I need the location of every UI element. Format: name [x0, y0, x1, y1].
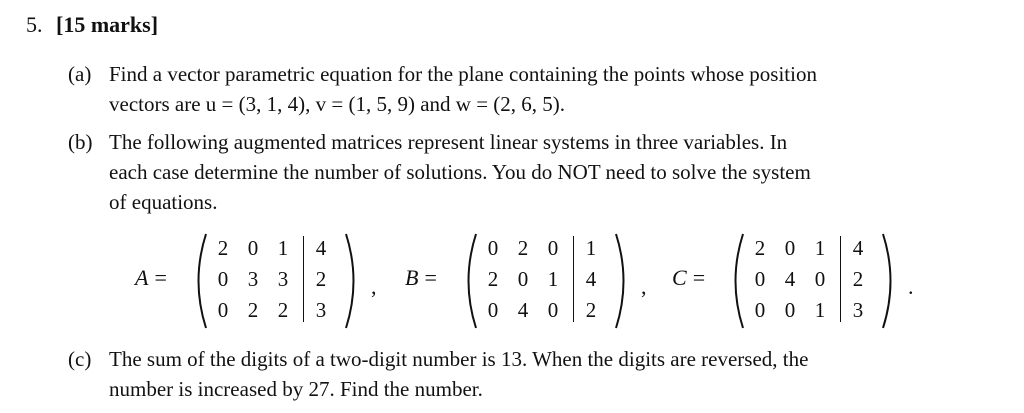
vector-w: w = (2, 6, 5).	[455, 92, 566, 116]
matrix-entry: 0	[517, 267, 529, 291]
matrix-name: C	[672, 265, 687, 290]
part-c	[68, 344, 968, 404]
matrix-entry: 2	[852, 267, 864, 291]
matrix-b-label	[405, 265, 437, 291]
matrix-entry: 2	[247, 298, 259, 322]
part-a-and: and	[414, 92, 456, 116]
part-c-label: (c)	[68, 347, 92, 371]
matrix-entry: 0	[217, 298, 229, 322]
matrix-entry: 2	[585, 298, 597, 322]
matrix-entry: 2	[217, 236, 229, 260]
equals-sign: =	[154, 265, 167, 290]
matrix-entry: 0	[784, 236, 796, 260]
matrix-entry: 0	[487, 236, 499, 260]
matrix-entry: 3	[247, 267, 259, 291]
matrix-entry: 4	[852, 236, 864, 260]
matrix-entry: 0	[547, 236, 559, 260]
right-paren-icon	[611, 232, 633, 330]
matrix-entry: 0	[814, 267, 826, 291]
part-a-line-2	[109, 89, 968, 119]
left-paren-icon	[189, 232, 211, 330]
part-b-line-2: each case determine the number of solutions. You do NOT need to solve the system	[109, 160, 811, 184]
augment-divider	[573, 236, 574, 322]
matrix-entry: 3	[315, 298, 327, 322]
matrix-entry: 1	[547, 267, 559, 291]
matrix-punctuation: .	[908, 274, 914, 299]
matrix-punctuation: ,	[641, 274, 647, 299]
matrix-entry: 4	[315, 236, 327, 260]
matrix-entry: 0	[217, 267, 229, 291]
right-paren-icon	[878, 232, 900, 330]
vector-v: v = (1, 5, 9)	[315, 92, 415, 116]
matrix-entry: 3	[852, 298, 864, 322]
matrix-entry: 2	[754, 236, 766, 260]
part-c-line-2: number is increased by 27. Find the number.	[109, 377, 483, 401]
matrix-entry: 4	[517, 298, 529, 322]
matrix-entry: 3	[277, 267, 289, 291]
part-c-line-1: The sum of the digits of a two-digit number is 13. When the digits are reversed, the	[109, 347, 809, 371]
part-b-label: (b)	[68, 130, 93, 154]
matrix-entry: 0	[547, 298, 559, 322]
equals-sign: =	[692, 265, 706, 290]
matrix-punctuation: ,	[371, 274, 377, 299]
part-b-line-1: The following augmented matrices represent linear systems in three variables. In	[109, 130, 788, 154]
matrix-entry: 4	[585, 267, 597, 291]
left-paren-icon	[459, 232, 481, 330]
matrix-entry: 0	[784, 298, 796, 322]
matrix-c-label	[672, 265, 705, 291]
matrix-entry: 2	[315, 267, 327, 291]
matrix-entry: 1	[814, 298, 826, 322]
matrix-entry: 1	[814, 236, 826, 260]
part-a-label: (a)	[68, 62, 92, 86]
question-marks: [15 marks]	[56, 12, 159, 37]
vector-u: u = (3, 1, 4),	[205, 92, 316, 116]
matrix-entry: 1	[277, 236, 289, 260]
part-a	[68, 59, 968, 119]
matrix-entry: 0	[247, 236, 259, 260]
right-paren-icon	[341, 232, 363, 330]
matrix-name: A	[135, 265, 149, 290]
matrix-entry: 4	[784, 267, 796, 291]
part-a-text	[109, 59, 968, 119]
left-paren-icon	[726, 232, 748, 330]
part-c-text	[109, 344, 968, 404]
matrix-entry: 2	[277, 298, 289, 322]
matrix-entry: 2	[487, 267, 499, 291]
part-b-text	[109, 127, 968, 217]
part-a-prefix: vectors are	[109, 92, 206, 116]
matrix-entry: 0	[754, 267, 766, 291]
part-b-line-3: of equations.	[109, 190, 218, 214]
matrix-entry: 2	[517, 236, 529, 260]
part-a-line-1: Find a vector parametric equation for the plane containing the points whose position	[109, 62, 817, 86]
augment-divider	[303, 236, 304, 322]
matrix-entry: 0	[487, 298, 499, 322]
part-b	[68, 127, 968, 217]
augmented-matrices	[135, 232, 935, 330]
augment-divider	[840, 236, 841, 322]
question-number: 5.	[26, 12, 43, 37]
matrix-entry: 1	[585, 236, 597, 260]
matrix-name: B	[405, 265, 419, 290]
question-header	[26, 12, 158, 38]
matrix-a-label	[135, 265, 167, 291]
matrix-entry: 0	[754, 298, 766, 322]
equals-sign: =	[424, 265, 437, 290]
